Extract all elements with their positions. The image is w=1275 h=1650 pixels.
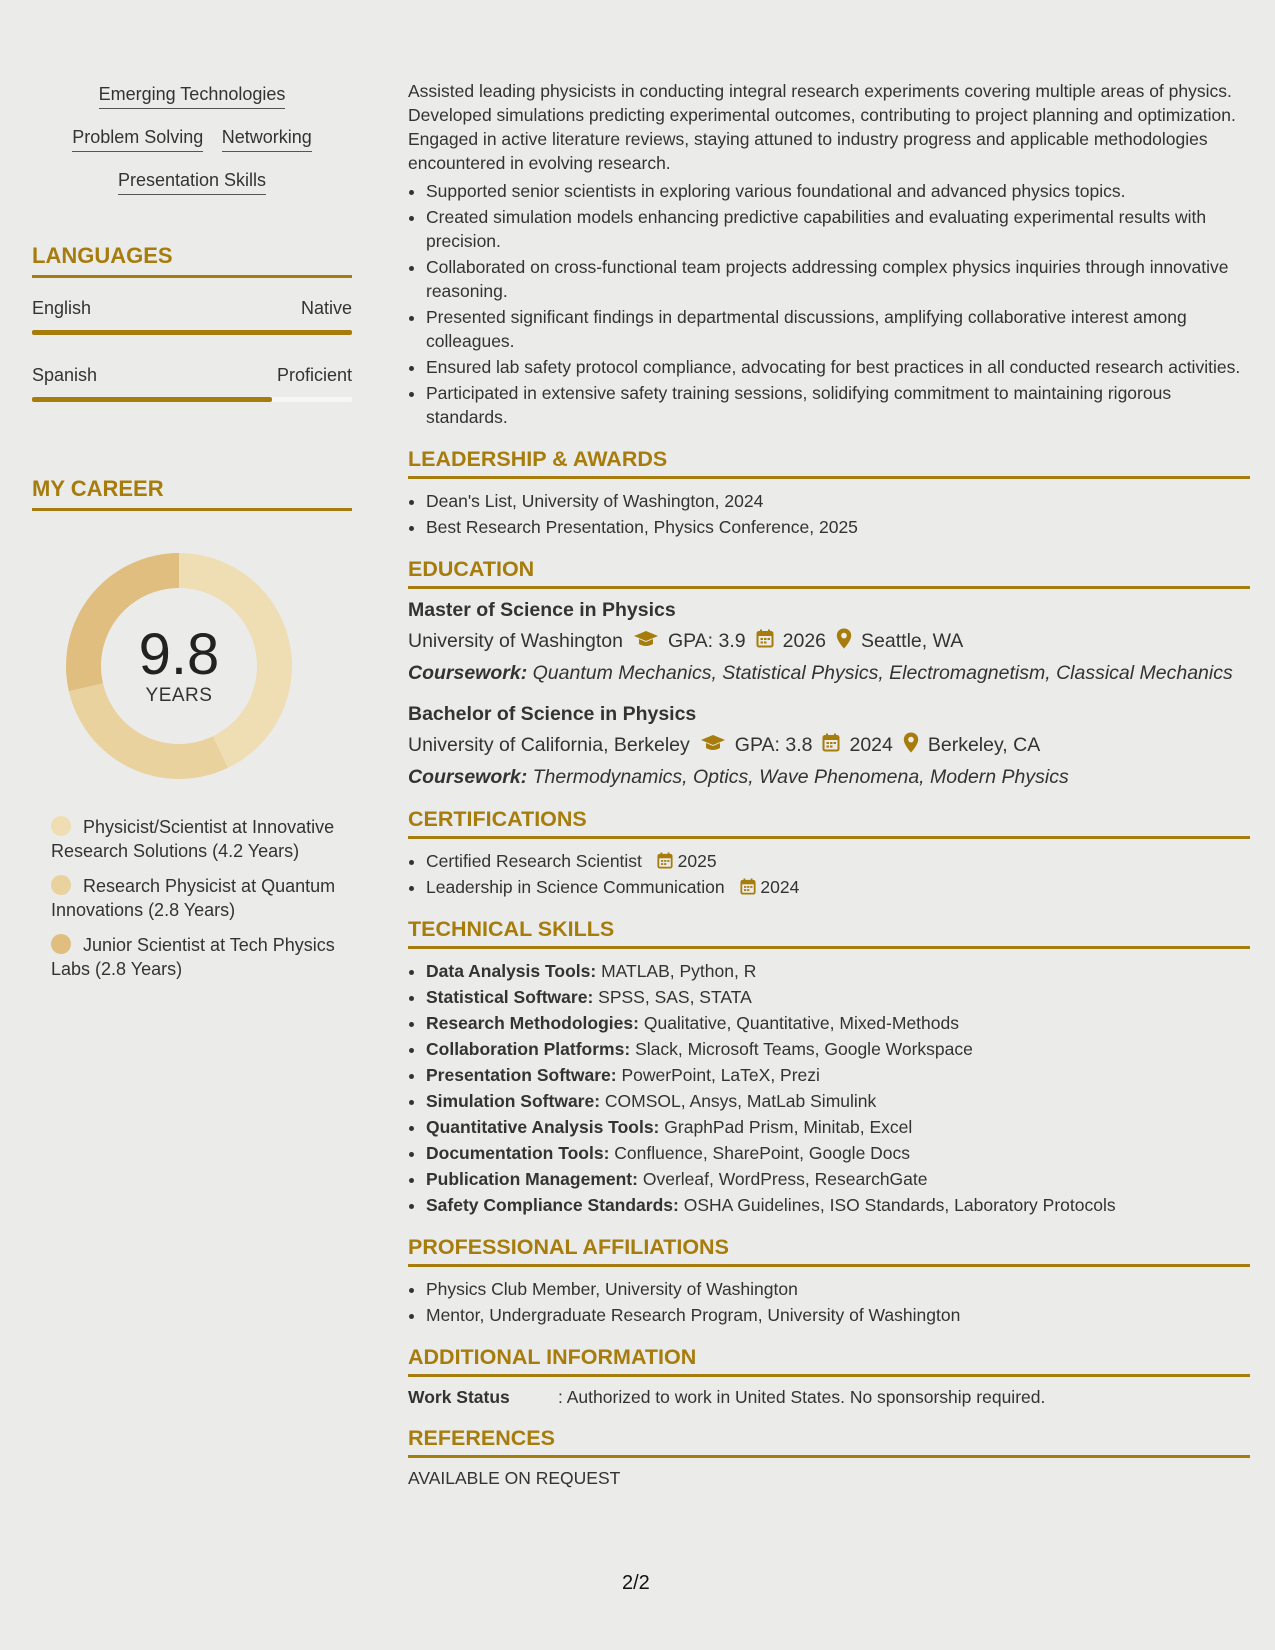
legend-dot xyxy=(51,875,71,895)
career-total-unit: YEARS xyxy=(145,685,213,706)
legend-label: Research Physicist at Quantum Innovations (2.8 Years) xyxy=(51,876,336,920)
calendar-icon xyxy=(657,851,673,871)
right-column xyxy=(408,79,1250,1489)
left-column xyxy=(32,84,352,992)
coursework-list: Quantum Mechanics, Statistical Physics, Electromagnetism, Classical Mechanics xyxy=(532,662,1233,684)
language-name: English xyxy=(32,298,92,318)
skill-category: Publication Management: xyxy=(426,1169,638,1189)
skill-row xyxy=(32,170,352,195)
career-donut xyxy=(66,553,292,779)
graduation-year: 2024 xyxy=(849,734,893,756)
skill-category: Collaboration Platforms: xyxy=(426,1039,631,1059)
school-name: University of Washington xyxy=(408,630,623,652)
school-location: Berkeley, CA xyxy=(927,734,1041,756)
list-item: • Supported senior scientists in exploring various foundational and advanced physics topics. xyxy=(426,179,1250,203)
legend-dot xyxy=(51,934,71,954)
school-location: Seattle, WA xyxy=(861,630,964,652)
graduation-cap-icon xyxy=(700,734,726,758)
legend-dot xyxy=(51,816,71,836)
affiliations-title: PROFESSIONAL AFFILIATIONS xyxy=(408,1235,1250,1267)
language-bar-fill xyxy=(32,330,352,335)
language-name: Spanish xyxy=(32,365,98,385)
skill-values: Slack, Microsoft Teams, Google Workspace xyxy=(635,1039,973,1059)
skill-values: COMSOL, Ansys, MatLab Simulink xyxy=(604,1091,877,1111)
list-item: • Mentor, Undergraduate Research Program, University of Washington xyxy=(426,1303,1250,1327)
references-title: REFERENCES xyxy=(408,1426,1250,1458)
degree-title: Bachelor of Science in Physics xyxy=(408,703,697,725)
degree-title: Master of Science in Physics xyxy=(408,599,676,621)
skill-category: Safety Compliance Standards: xyxy=(426,1195,679,1215)
language-item xyxy=(32,298,352,335)
list-item: • Collaborated on cross-functional team projects addressing complex physics inquiries through innovative reasoning. xyxy=(426,255,1250,303)
skill-tag: Emerging Technologies xyxy=(99,84,286,109)
list-item xyxy=(426,985,1250,1009)
list-item xyxy=(426,1115,1250,1139)
coursework xyxy=(408,661,1250,685)
coursework-label: Coursework: xyxy=(408,766,528,788)
skill-values: MATLAB, Python, R xyxy=(601,961,757,981)
affiliations-list xyxy=(408,1277,1250,1327)
calendar-icon xyxy=(822,733,840,758)
language-level: Proficient xyxy=(276,365,352,385)
technical-list xyxy=(408,959,1250,1217)
language-level: Native xyxy=(300,298,352,318)
languages-section xyxy=(32,243,352,402)
certification-year: 2025 xyxy=(677,851,717,871)
list-item xyxy=(426,849,1250,873)
references-text: AVAILABLE ON REQUEST xyxy=(408,1468,621,1488)
list-item xyxy=(426,1167,1250,1191)
skill-tag: Presentation Skills xyxy=(118,170,266,195)
certifications-title: CERTIFICATIONS xyxy=(408,807,1250,839)
list-item: • Ensured lab safety protocol compliance, advocating for best practices in all conducted research activities. xyxy=(426,355,1250,379)
skill-tag: Problem Solving xyxy=(72,127,203,152)
list-item: • Dean's List, University of Washington, 2024 xyxy=(426,489,1250,513)
legend-item xyxy=(51,874,341,922)
coursework-label: Coursework: xyxy=(408,662,528,684)
list-item xyxy=(426,1193,1250,1217)
skill-category: Documentation Tools: xyxy=(426,1143,610,1163)
legend-item xyxy=(51,815,341,863)
experience-bullets xyxy=(408,179,1250,429)
technical-title: TECHNICAL SKILLS xyxy=(408,917,1250,949)
additional-title: ADDITIONAL INFORMATION xyxy=(408,1345,1250,1377)
certification-year: 2024 xyxy=(760,877,800,897)
list-item xyxy=(426,1037,1250,1061)
list-item: • Best Research Presentation, Physics Conference, 2025 xyxy=(426,515,1250,539)
page-number: 2/2 xyxy=(622,1572,650,1594)
school-name: University of California, Berkeley xyxy=(408,734,690,756)
skill-category: Presentation Software: xyxy=(426,1065,617,1085)
degree-details xyxy=(408,628,1250,655)
degree-details xyxy=(408,732,1250,759)
skill-values: Overleaf, WordPress, ResearchGate xyxy=(642,1169,928,1189)
work-status-value: : Authorized to work in United States. No sponsorship required. xyxy=(558,1387,1046,1407)
legend-item xyxy=(51,933,341,981)
coursework xyxy=(408,765,1250,789)
list-item: • Physics Club Member, University of Washington xyxy=(426,1277,1250,1301)
skill-category: Statistical Software: xyxy=(426,987,594,1007)
coursework-list: Thermodynamics, Optics, Wave Phenomena, Modern Physics xyxy=(532,766,1069,788)
skill-values: GraphPad Prism, Minitab, Excel xyxy=(664,1117,913,1137)
certification-name: Leadership in Science Communication xyxy=(426,877,725,897)
skill-values: Qualitative, Quantitative, Mixed-Methods xyxy=(643,1013,959,1033)
list-item xyxy=(426,875,1250,899)
leadership-title: LEADERSHIP & AWARDS xyxy=(408,447,1250,479)
skill-tag: Networking xyxy=(222,127,312,152)
language-bar xyxy=(32,397,352,402)
skill-category: Simulation Software: xyxy=(426,1091,601,1111)
calendar-icon xyxy=(740,877,756,897)
skill-category: Research Methodologies: xyxy=(426,1013,639,1033)
skill-values: OSHA Guidelines, ISO Standards, Laboratory Protocols xyxy=(683,1195,1116,1215)
skill-values: SPSS, SAS, STATA xyxy=(598,987,752,1007)
legend-label: Physicist/Scientist at Innovative Research Solutions (4.2 Years) xyxy=(51,817,335,861)
list-item: • Created simulation models enhancing predictive capabilities and evaluating experimental results with precision. xyxy=(426,205,1250,253)
certification-name: Certified Research Scientist xyxy=(426,851,642,871)
language-bar-fill xyxy=(32,397,272,402)
career-total-value: 9.8 xyxy=(138,622,220,687)
list-item xyxy=(426,1089,1250,1113)
certifications-list xyxy=(408,849,1250,899)
skill-category: Data Analysis Tools: xyxy=(426,961,597,981)
leadership-list xyxy=(408,489,1250,539)
education-entry xyxy=(408,599,1250,685)
list-item: • Participated in extensive safety training sessions, solidifying commitment to maintaining rigorous standards. xyxy=(426,381,1250,429)
skill-category: Quantitative Analysis Tools: xyxy=(426,1117,660,1137)
location-pin-icon xyxy=(836,628,852,655)
work-status-label: Work Status xyxy=(408,1387,510,1407)
experience-summary: Assisted leading physicists in conducting integral research experiments covering multiple areas of physics. Developed simulations predicting experimental outcomes, contributing to project planning and optimization. Engaged in active literature reviews, staying attuned to industry progress and applicable methodologies encountered in evolving research. xyxy=(408,81,1236,173)
skill-row xyxy=(32,84,352,109)
graduation-year: 2026 xyxy=(782,630,827,652)
graduation-cap-icon xyxy=(633,630,659,654)
languages-title: LANGUAGES xyxy=(32,243,352,278)
education-entry xyxy=(408,703,1250,789)
list-item xyxy=(426,959,1250,983)
career-title: MY CAREER xyxy=(32,476,352,511)
gpa: GPA: 3.8 xyxy=(734,734,813,756)
skill-row xyxy=(32,127,352,152)
legend-label: Junior Scientist at Tech Physics Labs (2.8 Years) xyxy=(51,935,335,979)
gpa: GPA: 3.9 xyxy=(667,630,746,652)
education-title: EDUCATION xyxy=(408,557,1250,589)
work-status-row xyxy=(408,1387,1250,1408)
language-bar xyxy=(32,330,352,335)
skill-values: PowerPoint, LaTeX, Prezi xyxy=(621,1065,820,1085)
career-total xyxy=(66,622,292,707)
list-item xyxy=(426,1141,1250,1165)
calendar-icon xyxy=(756,629,774,654)
list-item: • Presented significant findings in departmental discussions, amplifying collaborative interest among colleagues. xyxy=(426,305,1250,353)
list-item xyxy=(426,1063,1250,1087)
career-section xyxy=(32,476,352,981)
location-pin-icon xyxy=(903,732,919,759)
list-item xyxy=(426,1011,1250,1035)
skill-values: Confluence, SharePoint, Google Docs xyxy=(614,1143,911,1163)
language-item xyxy=(32,365,352,402)
career-legend xyxy=(32,815,341,981)
